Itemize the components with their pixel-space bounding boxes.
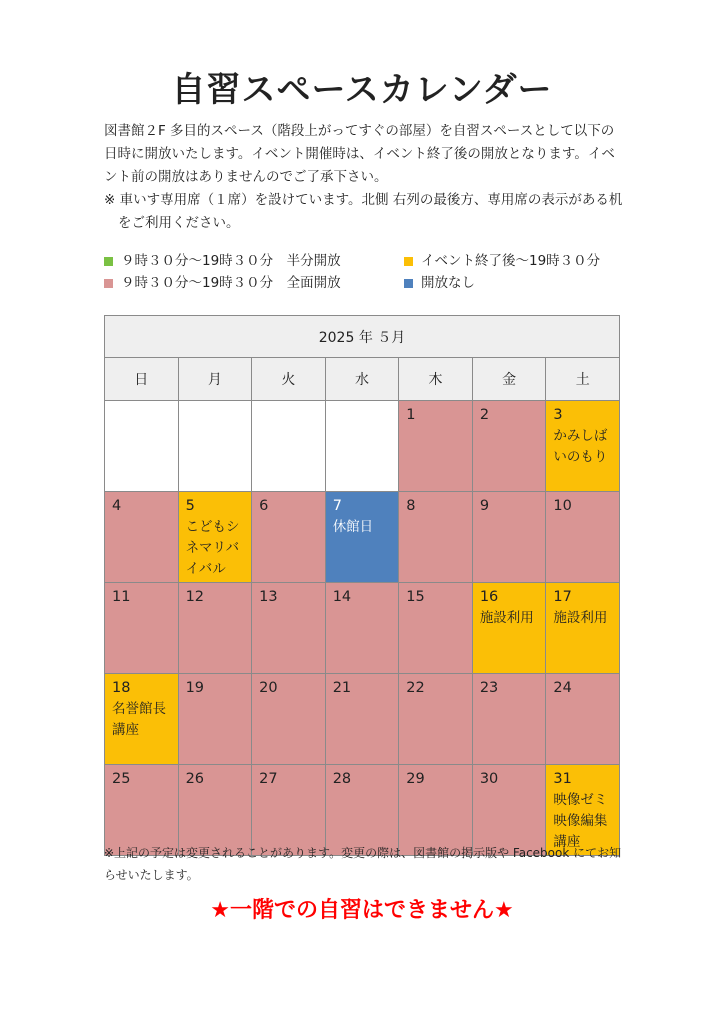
day-cell: [252, 674, 326, 765]
event-label: こどもシネマリバイバル: [185, 519, 240, 577]
day-number: 30: [479, 771, 499, 787]
legend-label: ９時３０分～19時３０分 全面開放: [121, 275, 341, 291]
legend-item-half-open: [104, 250, 404, 272]
day-number: 20: [259, 680, 278, 696]
legend-label: イベント終了後～19時３０分: [421, 253, 601, 269]
event-label: 施設利用: [553, 610, 608, 626]
calendar-week: [105, 583, 620, 674]
day-number: 19: [185, 680, 205, 696]
empty-cell: [252, 401, 326, 492]
day-cell: [399, 583, 473, 674]
legend-label: 開放なし: [421, 275, 475, 291]
day-cell: [399, 492, 473, 583]
legend-item-after-event: [404, 250, 600, 272]
day-cell: [105, 583, 179, 674]
day-number: 8: [406, 498, 416, 514]
event-label: 映像ゼミ映像編集講座: [553, 792, 608, 850]
empty-cell: [325, 401, 399, 492]
calendar-body: [105, 401, 620, 856]
weekday-sat: 土: [546, 358, 620, 401]
calendar-week: [105, 674, 620, 765]
yellow-square-icon: [404, 257, 413, 266]
day-cell: [472, 674, 546, 765]
day-number: 12: [185, 589, 205, 605]
day-number: 6: [259, 498, 269, 514]
day-number: 11: [112, 589, 131, 605]
day-cell: [546, 583, 620, 674]
day-number: 7: [332, 498, 342, 514]
event-label: 施設利用: [479, 610, 534, 626]
footnote: ※上記の予定は変更されることがあります。変更の際は、図書館の掲示版や Facebook にてお知らせいたします。: [104, 846, 622, 882]
day-cell: [325, 492, 399, 583]
wheelchair-note: ※ 車いす専用席（１席）を設けています。北側 右列の最後方、専用席の表示がある机をご利用ください。: [104, 192, 623, 231]
day-cell: [325, 674, 399, 765]
day-number: 14: [332, 589, 352, 605]
legend-item-closed: [404, 272, 475, 294]
event-label: かみしばいのもり: [553, 428, 608, 465]
page-title: 自習スペースカレンダー: [171, 70, 553, 110]
day-number: 27: [259, 771, 278, 787]
day-number: 29: [406, 771, 425, 787]
warning-banner: ★一階での自習はできません★: [210, 898, 514, 923]
day-cell: [546, 674, 620, 765]
day-cell: [325, 583, 399, 674]
day-cell: [472, 492, 546, 583]
day-number: 18: [112, 680, 131, 696]
day-number: 4: [112, 498, 122, 514]
day-number: 22: [406, 680, 425, 696]
day-number: 24: [553, 680, 572, 696]
legend-item-full-open: [104, 272, 404, 294]
day-number: 13: [259, 589, 278, 605]
day-number: 16: [479, 589, 499, 605]
calendar-week: [105, 492, 620, 583]
day-number: 3: [553, 407, 563, 423]
day-cell: [105, 674, 179, 765]
event-label: 休館日: [332, 519, 374, 535]
calendar-table: [104, 315, 620, 856]
day-number: 26: [185, 771, 205, 787]
day-cell: [399, 674, 473, 765]
day-cell: [546, 492, 620, 583]
day-number: 17: [553, 589, 572, 605]
day-cell: [178, 583, 252, 674]
blue-square-icon: [404, 279, 413, 288]
day-number: 28: [332, 771, 352, 787]
weekday-thu: 木: [399, 358, 473, 401]
pink-square-icon: [104, 279, 113, 288]
event-label: 名誉館長講座: [112, 701, 166, 738]
weekday-tue: 火: [252, 358, 326, 401]
day-cell: [252, 583, 326, 674]
empty-cell: [105, 401, 179, 492]
day-number: 5: [185, 498, 195, 514]
day-number: 31: [553, 771, 572, 787]
day-number: 1: [406, 407, 416, 423]
day-number: 2: [479, 407, 490, 423]
weekday-wed: 水: [325, 358, 399, 401]
day-cell: [252, 492, 326, 583]
day-cell: [105, 492, 179, 583]
day-cell: [472, 583, 546, 674]
intro-text: [104, 120, 624, 235]
day-number: 9: [479, 498, 490, 514]
day-cell: [546, 401, 620, 492]
day-number: 25: [112, 771, 131, 787]
calendar-week: [105, 401, 620, 492]
day-cell: [399, 401, 473, 492]
weekday-fri: 金: [472, 358, 546, 401]
day-number: 23: [479, 680, 499, 696]
legend: [104, 250, 624, 294]
day-cell: [178, 674, 252, 765]
month-label: 2025 年 ５月: [105, 316, 620, 358]
day-number: 21: [332, 680, 352, 696]
empty-cell: [178, 401, 252, 492]
day-cell: [472, 401, 546, 492]
green-square-icon: [104, 257, 113, 266]
legend-label: ９時３０分～19時３０分 半分開放: [121, 253, 341, 269]
intro-paragraph: 図書館２F 多目的スペース（階段上がってすぐの部屋）を自習スペースとして以下の日時に開放いたします。イベント開催時は、イベント終了後の開放となります。イベント前の開放はありませんのでご了承下さい。: [104, 123, 615, 185]
weekday-sun: 日: [105, 358, 179, 401]
day-cell: [178, 492, 252, 583]
day-number: 10: [553, 498, 572, 514]
weekday-mon: 月: [178, 358, 252, 401]
day-number: 15: [406, 589, 425, 605]
